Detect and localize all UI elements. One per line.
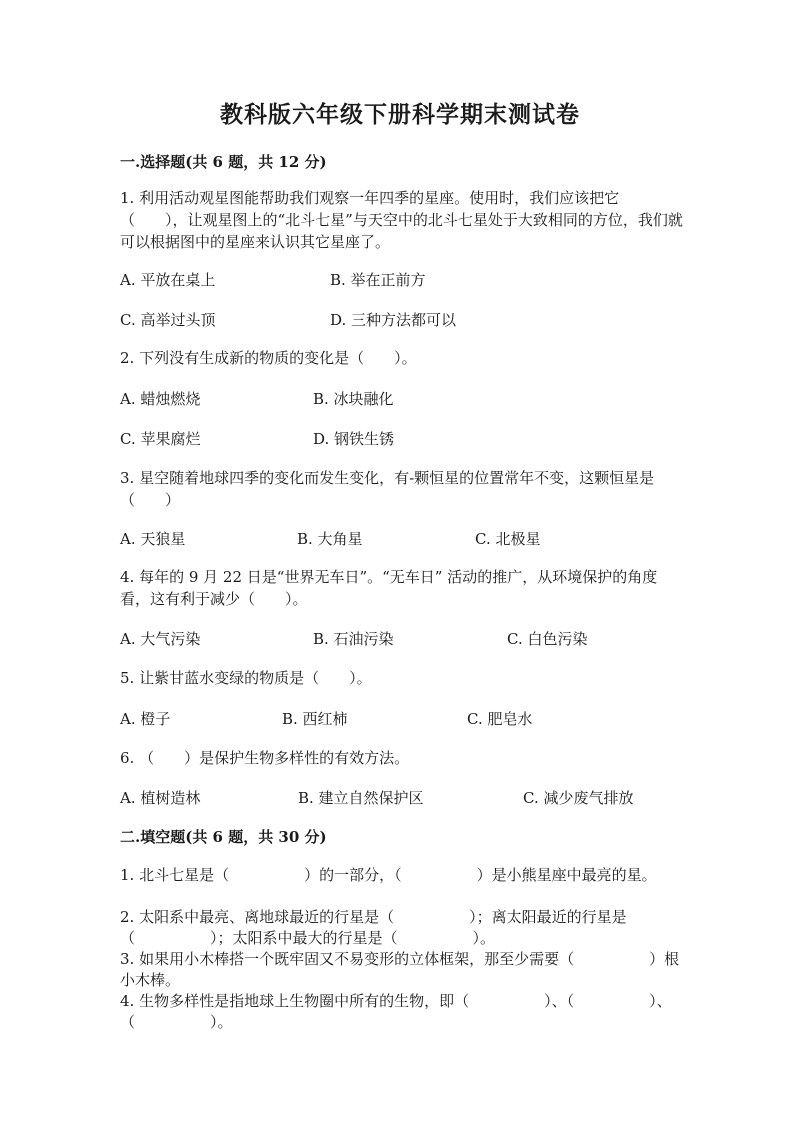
section-heading-choice: 一.选择题(共 6 题，共 12 分) (120, 153, 327, 171)
q5-option-c: C. 肥皂水 (467, 710, 533, 728)
fill-question-2: 2. 太阳系中最亮、离地球最近的行星是（ ）；离太阳最近的行星是（ ）；太阳系中最大的行星是（ ）。 (120, 908, 627, 947)
q3-option-b: B. 大角星 (297, 530, 363, 548)
question-2: 2. 下列没有生成新的物质的变化是（ ）。 (120, 349, 417, 367)
q6-option-b: B. 建立自然保护区 (298, 789, 424, 807)
q4-option-b: B. 石油污染 (313, 630, 394, 648)
q5-option-a: A. 橙子 (120, 710, 171, 728)
q4-option-a: A. 大气污染 (120, 630, 201, 648)
q1-option-a: A. 平放在桌上 (120, 271, 216, 289)
q2-option-b: B. 冰块融化 (313, 390, 394, 408)
q6-option-c: C. 减少废气排放 (523, 789, 634, 807)
page-title: 教科版六年级下册科学期末测试卷 (220, 101, 580, 128)
q5-option-b: B. 西红柿 (282, 710, 348, 728)
q2-option-c: C. 苹果腐烂 (120, 430, 201, 448)
q4-option-c: C. 白色污染 (507, 630, 588, 648)
q2-option-d: D. 钢铁生锈 (313, 430, 395, 448)
fill-question-3: 3. 如果用小木棒搭一个既牢固又不易变形的立体框架，那至少需要（ ）根小木棒。 (120, 950, 680, 989)
question-6: 6. （ ）是保护生物多样性的有效方法。 (120, 749, 410, 767)
question-4: 4. 每年的 9 月 22 日是“世界无车日”。“无车日” 活动的推广，从环境保护的角度看，这有利于减少（ ）。 (120, 568, 658, 608)
question-5: 5. 让紫甘蓝水变绿的物质是（ ）。 (120, 669, 372, 687)
question-3: 3. 星空随着地球四季的变化而发生变化，有-颗恒星的位置常年不变，这颗恒星是（ ） (120, 469, 655, 509)
fill-question-1: 1. 北斗七星是（ ）的一部分，（ ）是小熊星座中最亮的星。 (120, 866, 657, 884)
question-1: 1. 利用活动观星图能帮助我们观察一年四季的星座。使用时，我们应该把它（ ），让观星图上的“北斗七星”与天空中的北斗七星处于大致相同的方位，我们就可以根据图中的星座来认识其它星座了。 (120, 189, 683, 251)
q3-option-c: C. 北极星 (475, 530, 541, 548)
q2-option-a: A. 蜡烛燃烧 (120, 390, 201, 408)
section-heading-fill: 二.填空题(共 6 题，共 30 分) (120, 828, 327, 846)
fill-question-4: 4. 生物多样性是指地球上生物圈中所有的生物，即（ ）、（ ）、（ ）。 (120, 992, 672, 1031)
q1-option-c: C. 高举过头顶 (120, 311, 216, 329)
q6-option-a: A. 植树造林 (120, 789, 201, 807)
q1-option-b: B. 举在正前方 (330, 271, 426, 289)
q3-option-a: A. 天狼星 (120, 530, 186, 548)
q1-option-d: D. 三种方法都可以 (330, 311, 457, 329)
